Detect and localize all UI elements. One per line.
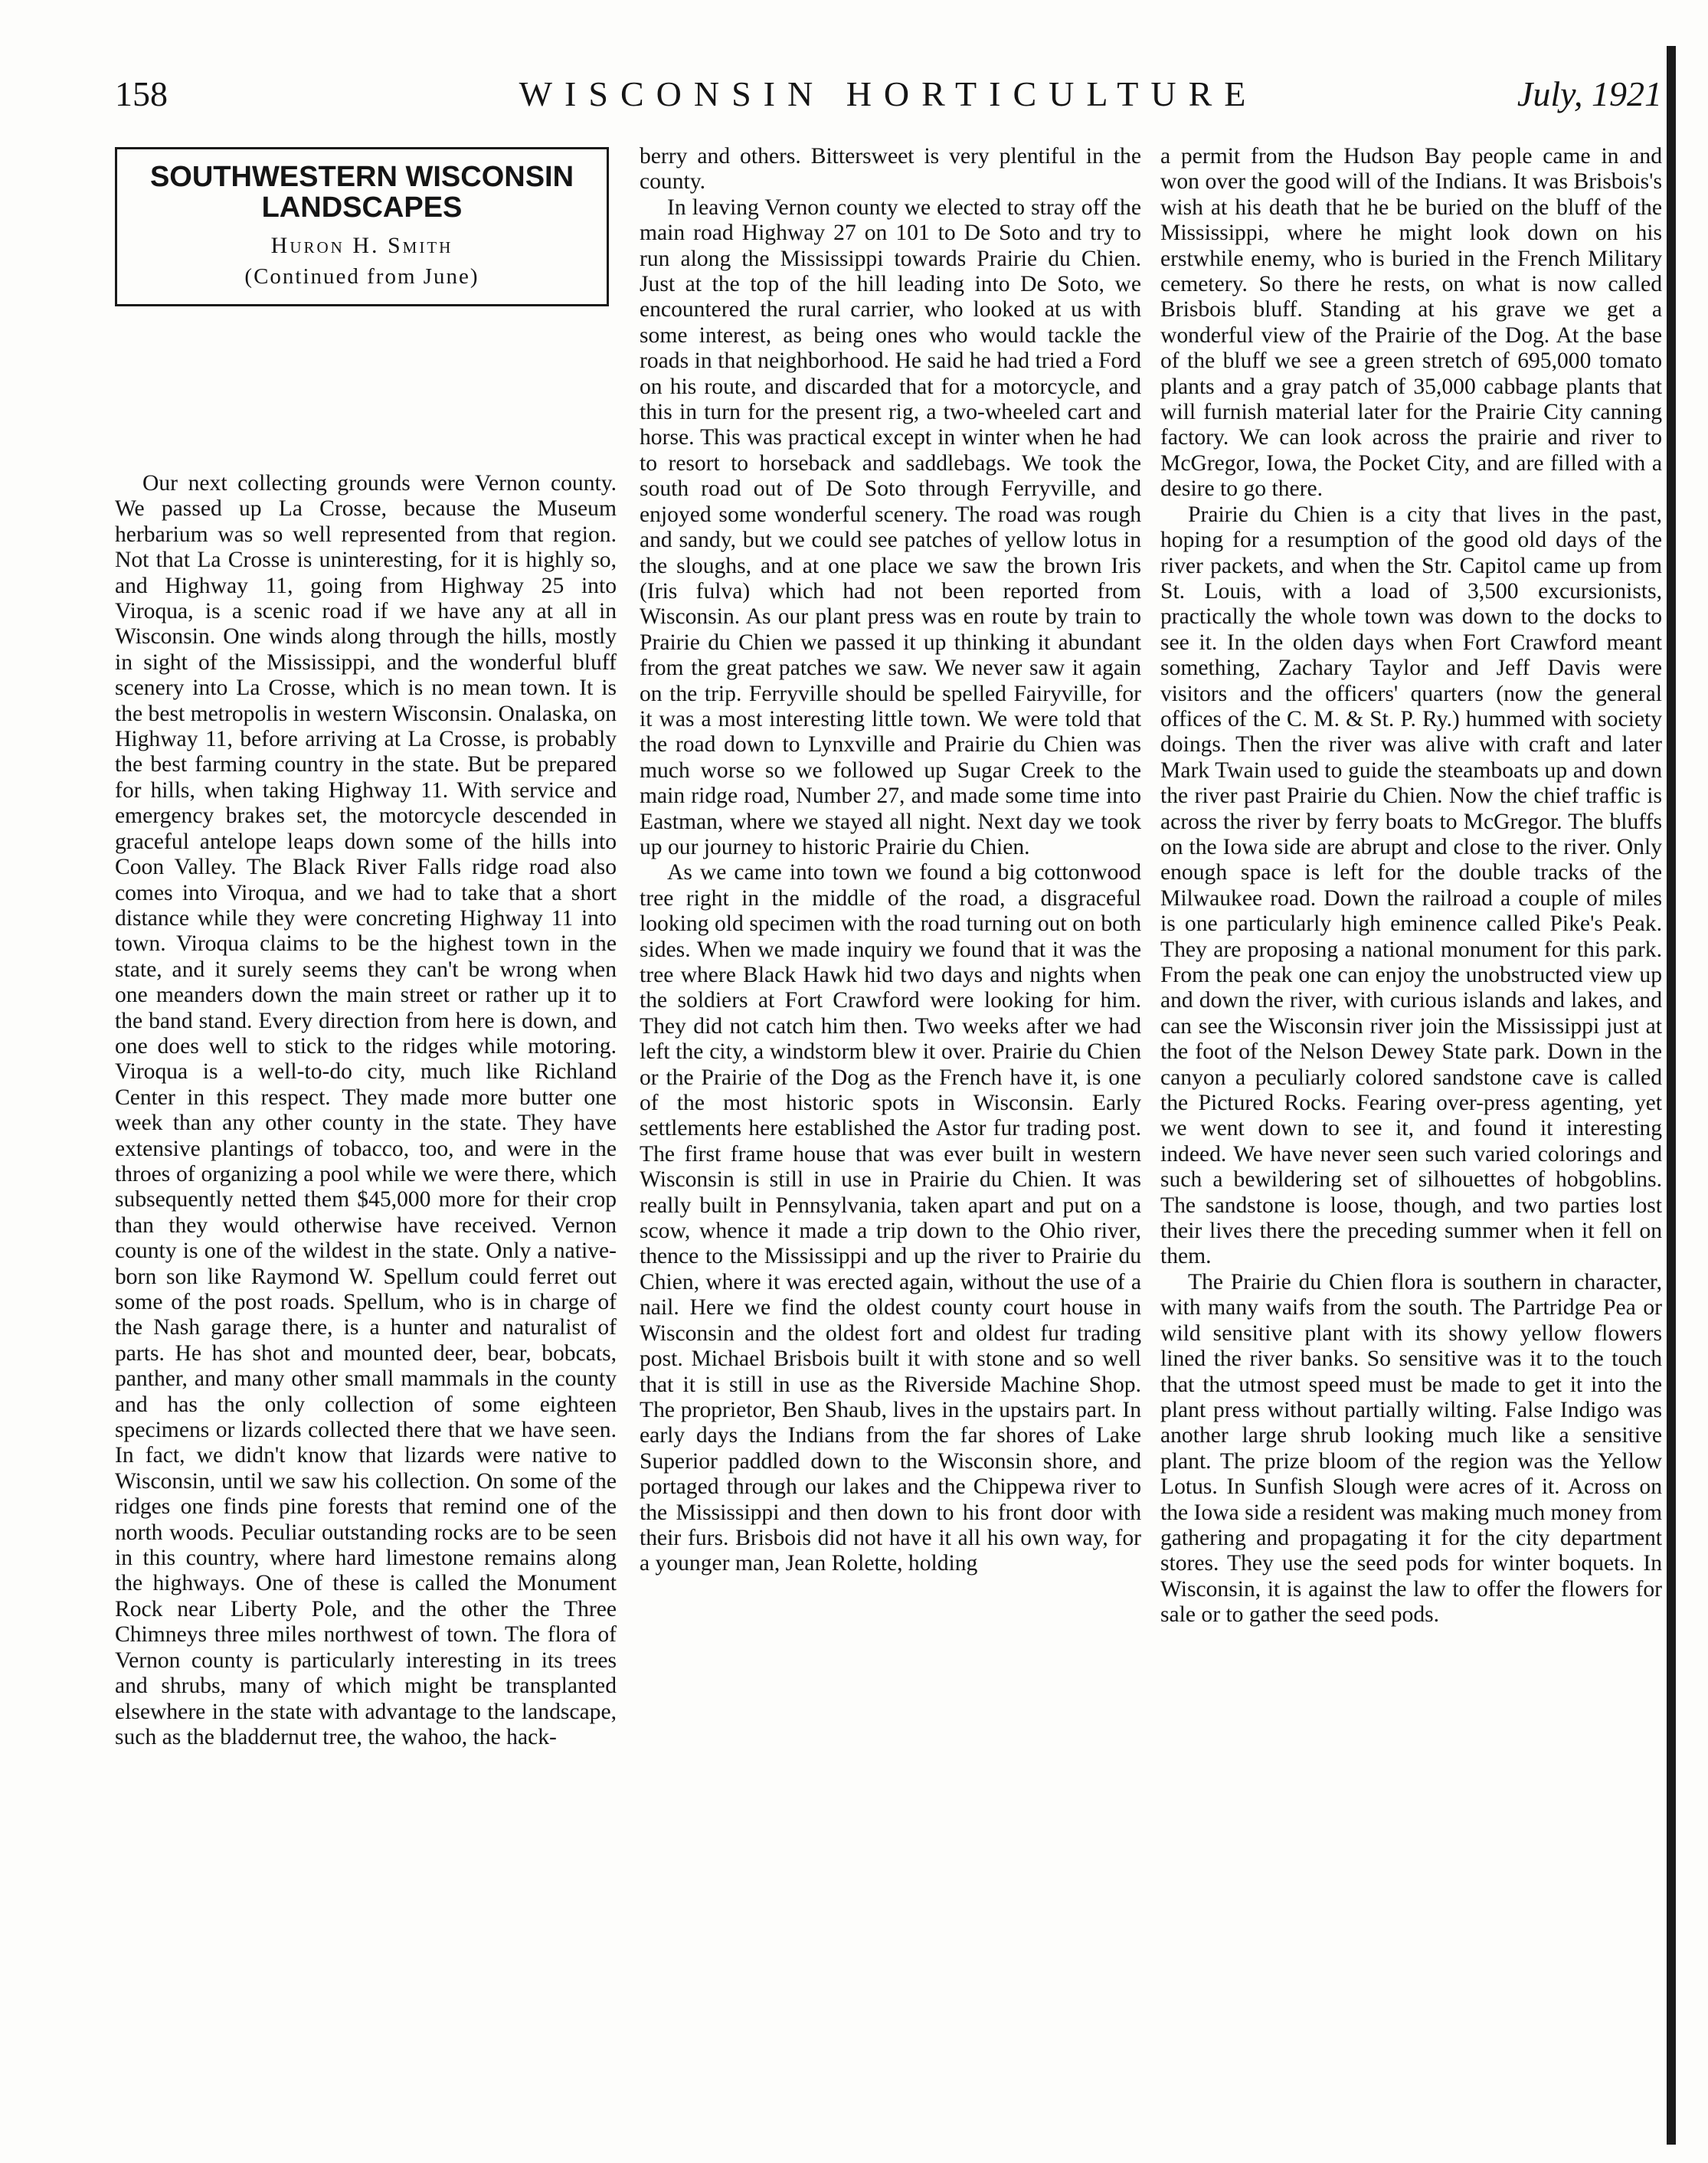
article-title-box: [115, 147, 609, 306]
paragraph: Our next collecting grounds were Vernon county. We passed up La Crosse, because the Museum herbarium was so well represented from that region. Not that La Crosse is uninteresting, for it is highly so, and Highway 11, going from Highway 25 into Viroqua, is a scenic road if we have any at all in Wisconsin. One winds along through the hills, mostly in sight of the Mississippi, and the wonderful bluff scenery into La Crosse, which is no mean town. It is the best metropolis in western Wisconsin. Onalaska, on Highway 11, before arriving at La Crosse, is probably the best farming country in the state. But be prepared for hills, when taking Highway 11. With service and emergency brakes set, the motorcycle descended in graceful antelope leaps down some of the hills into Coon Valley. The Black River Falls ridge road also comes into Viroqua, and we had to take that a short distance while they were concreting Highway 11 into town. Viroqua claims to be the highest town in the state, and it surely seems they can't be wrong when one meanders down the main street or rather up it to the band stand. Every direction from here is down, and one does well to stick to the ridges while motoring. Viroqua is a well-to-do city, much like Richland Center in this respect. They made more butter one week than any other county in the state. They have extensive plantings of tobacco, too, and were in the throes of organizing a pool while we were there, which subsequently netted them $45,000 more for their crop than they would otherwise have received. Vernon county is one of the wildest in the state. Only a native-born son like Raymond W. Spellum could ferret out some of the post roads. Spellum, who is in charge of the Nash garage there, is a hunter and naturalist of parts. He has shot and mounted deer, bear, bobcats, panther, and many other small mammals in the county and has the only collection of some eighteen specimens or lizards collected there that we have seen. In fact, we didn't know that lizards were native to Wisconsin, until we saw his collection. On some of the ridges one finds pine forests that remind one of the north woods. Peculiar outstanding rocks are to be seen in this country, where hard limestone remains along the highways. One of these is called the Monument Rock near Liberty Pole, and the other the Three Chimneys three miles northwest of town. The flora of Vernon county is particularly interesting in its trees and shrubs, many of which might be transplanted elsewhere in the state with advantage to the landscape, such as the bladdernut tree, the wahoo, the hack-: [115, 471, 617, 1749]
issue-date: July, 1921: [1517, 74, 1662, 113]
continued-note: (Continued from June): [244, 264, 479, 289]
article-author: Huron H. Smith: [270, 233, 453, 258]
paragraph: The Prairie du Chien flora is southern in character, with many waifs from the south. The Partridge Pea or wild sensitive plant with its showy yellow flowers lined the river banks. So sensitive was it to the touch that the utmost speed must be made to get it into the plant press without partially wilting. False Indigo was another large shrub looking much like a sensitive plant. The prize bloom of the region was the Yellow Lotus. In Sunfish Slough were acres of it. Across on the Iowa side a resident was making much money from gathering and propagating it for the city department stores. They use the seed pods for winter boquets. In Wisconsin, it is against the law to offer the flowers for sale or to gather the seed pods.: [1160, 1269, 1662, 1628]
article-column-2: [640, 144, 1141, 1577]
right-margin-rule: [1667, 46, 1676, 2145]
article-column-3: [1160, 144, 1662, 1628]
paragraph: As we came into town we found a big cottonwood tree right in the middle of the road, a disgraceful looking old specimen with the road turning out on both sides. When we made inquiry we found that it was the tree where Black Hawk hid two days and nights when the soldiers at Fort Crawford were looking for him. They did not catch him then. Two weeks after we had left the city, a windstorm blew it over. Prairie du Chien or the Prairie of the Dog as the French have it, is one of the most historic spots in Wisconsin. Early settlements here established the Astor fur trading post. The first frame house that was ever built in western Wisconsin is still in use in Prairie du Chien. It was really built in Pennsylvania, taken apart and put on a scow, whence it made a trip down to the Ohio river, thence to the Mississippi and up the river to Prairie du Chien, where it was erected again, without the use of a nail. Here we find the oldest county court house in Wisconsin and the oldest fort and oldest fur trading post. Michael Brisbois built it with stone and so well that it is still in use as the Riverside Machine Shop. The proprietor, Ben Shaub, lives in the upstairs part. In early days the Indians from the far shores of Lake Superior paddled down to the Wisconsin shore, and portaged through our lakes and the Chippewa river to the Mississippi and then down to his front door with their furs. Brisbois did not have it all his own way, for a younger man, Jean Rolette, holding: [640, 860, 1141, 1576]
paragraph: a permit from the Hudson Bay people came in and won over the good will of the Indians. It was Brisbois's wish at his death that he be buried on the bluff of the Mississippi, where he might look down on his erstwhile enemy, who is buried in the French Military cemetery. So there he rests, on what is now called Brisbois bluff. Standing at his grave we get a wonderful view of the Prairie of the Dog. At the base of the bluff we see a green stretch of 695,000 tomato plants and a gray patch of 35,000 cabbage plants that will furnish material later for the Prairie City canning factory. We can look across the prairie and river to McGregor, Iowa, the Pocket City, and are filled with a desire to go there.: [1160, 144, 1662, 502]
page-number: 158: [115, 74, 168, 113]
article-column-1: [115, 471, 617, 1750]
paragraph: In leaving Vernon county we elected to stray off the main road Highway 27 on 101 to De Soto and try to run along the Mississippi towards Prairie du Chien. Just at the top of the hill leading into De Soto, we encountered the rural carrier, who looked at us with some interest, as being ones who would tackle the roads in that neighborhood. He said he had tried a Ford on his route, and discarded that for a motorcycle, and this in turn for the present rig, a two-wheeled cart and horse. This was practical except in winter when he had to resort to horseback and saddlebags. We took the south road out of De Soto through Ferryville, and enjoyed some wonderful scenery. The road was rough and sandy, but we could see patches of yellow lotus in the sloughs, and at one place we saw the brown Iris (Iris fulva) which had not been reported from Wisconsin. As our plant press was en route by train to Prairie du Chien we passed it up thinking it abundant from the great patches we saw. We never saw it again on the trip. Ferryville should be spelled Fairyville, for it was a most interesting little town. We were told that the road down to Lynxville and Prairie du Chien was much worse so we followed up Sugar Creek to the main ridge road, Number 27, and made some time into Eastman, where we stayed all night. Next day we took up our journey to historic Prairie du Chien.: [640, 195, 1141, 859]
page-header: [115, 70, 1662, 118]
article-title: SOUTHWESTERN WISCONSIN LANDSCAPES: [149, 161, 574, 224]
paragraph: berry and others. Bittersweet is very plentiful in the county.: [640, 144, 1141, 195]
paragraph: Prairie du Chien is a city that lives in the past, hoping for a resumption of the good old days of the river packets, and when the Str. Capitol came up from St. Louis, with a load of 3,500 excursionists, practically the whole town was down to the docks to see it. In the olden days when Fort Crawford meant something, Zachary Taylor and Jeff Davis were visitors and the officers' quarters (now the general offices of the C. M. & St. P. Ry.) hummed with society doings. Then the river was alive with craft and later Mark Twain used to guide the steamboats up and down the river past Prairie du Chien. Now the chief traffic is across the river by ferry boats to McGregor. The bluffs on the Iowa side are abrupt and close to the river. Only enough space is left for the double tracks of the Milwaukee road. Down the railroad a couple of miles is one particularly high eminence called Pike's Peak. They are proposing a national monument for this park. From the peak one can enjoy the unobstructed view up and down the river, with curious islands and lakes, and can see the Wisconsin river join the Mississippi just at the foot of the Nelson Dewey State park. Down in the canyon a peculiarly colored sandstone cave is called the Pictured Rocks. Fearing over-press agenting, yet we went down to see it, and found it interesting indeed. We have never seen such varied colorings and such a bewildering set of silhouettes of hobgoblins. The sandstone is loose, though, and two parties lost their lives there the preceding summer when it fell on them.: [1160, 502, 1662, 1269]
journal-title: WISCONSIN HORTICULTURE: [519, 74, 1258, 113]
